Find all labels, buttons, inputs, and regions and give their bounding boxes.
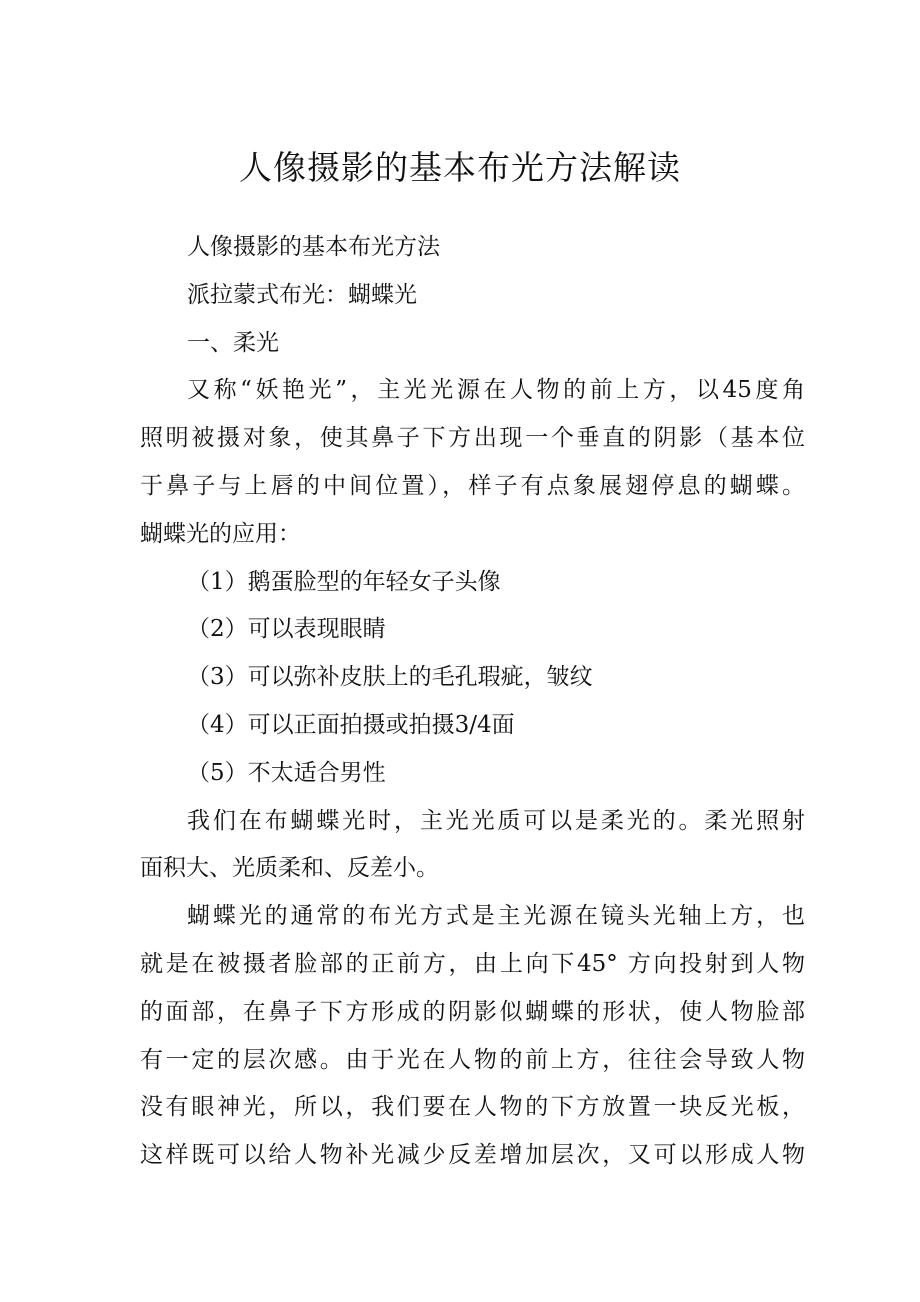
paragraph-line: 又称“妖艳光”，主光光源在人物的前上方，以45度角 [187, 377, 805, 404]
list-item: （2）可以表现眼睛 [187, 616, 386, 643]
paragraph-line: 人像摄影的基本布光方法 [187, 234, 440, 260]
paragraph-line: 于鼻子与上唇的中间位置），样子有点象展翅停息的蝴蝶。 [140, 472, 805, 499]
paragraph-line: 蝴蝶光的应用： [140, 520, 301, 547]
paragraph-line: 这样既可以给人物补光减少反差增加层次，又可以形成人物 [140, 1142, 805, 1169]
document-title: 人像摄影的基本布光方法解读 [239, 148, 681, 187]
paragraph-line: 的面部，在鼻子下方形成的阴影似蝴蝶的形状，使人物脸部 [140, 998, 805, 1025]
document-body [140, 224, 805, 1180]
list-item: （3）可以弥补皮肤上的毛孔瑕疵，皱纹 [187, 664, 593, 691]
paragraph-line: 面积大、光质柔和、反差小。 [140, 855, 439, 882]
paragraph-line: 派拉蒙式布光：蝴蝶光 [187, 281, 417, 308]
paragraph-line: 没有眼神光，所以，我们要在人物的下方放置一块反光板， [140, 1094, 805, 1121]
paragraph-line: 照明被摄对象，使其鼻子下方出现一个垂直的阴影（基本位 [140, 425, 805, 452]
list-item: （5）不太适合男性 [187, 759, 386, 786]
paragraph-line: 蝴蝶光的通常的布光方式是主光源在镜头光轴上方，也 [187, 903, 805, 930]
paragraph-line: 我们在布蝴蝶光时，主光光质可以是柔光的。柔光照射 [187, 807, 805, 834]
section-heading: 一、柔光 [187, 329, 279, 356]
list-item: （4）可以正面拍摄或拍摄3/4面 [187, 711, 515, 738]
list-item: （1）鹅蛋脸型的年轻女子头像 [187, 568, 501, 595]
paragraph-line: 就是在被摄者脸部的正前方，由上向下45° 方向投射到人物 [140, 950, 805, 977]
paragraph-line: 有一定的层次感。由于光在人物的前上方，往往会导致人物 [140, 1046, 805, 1073]
